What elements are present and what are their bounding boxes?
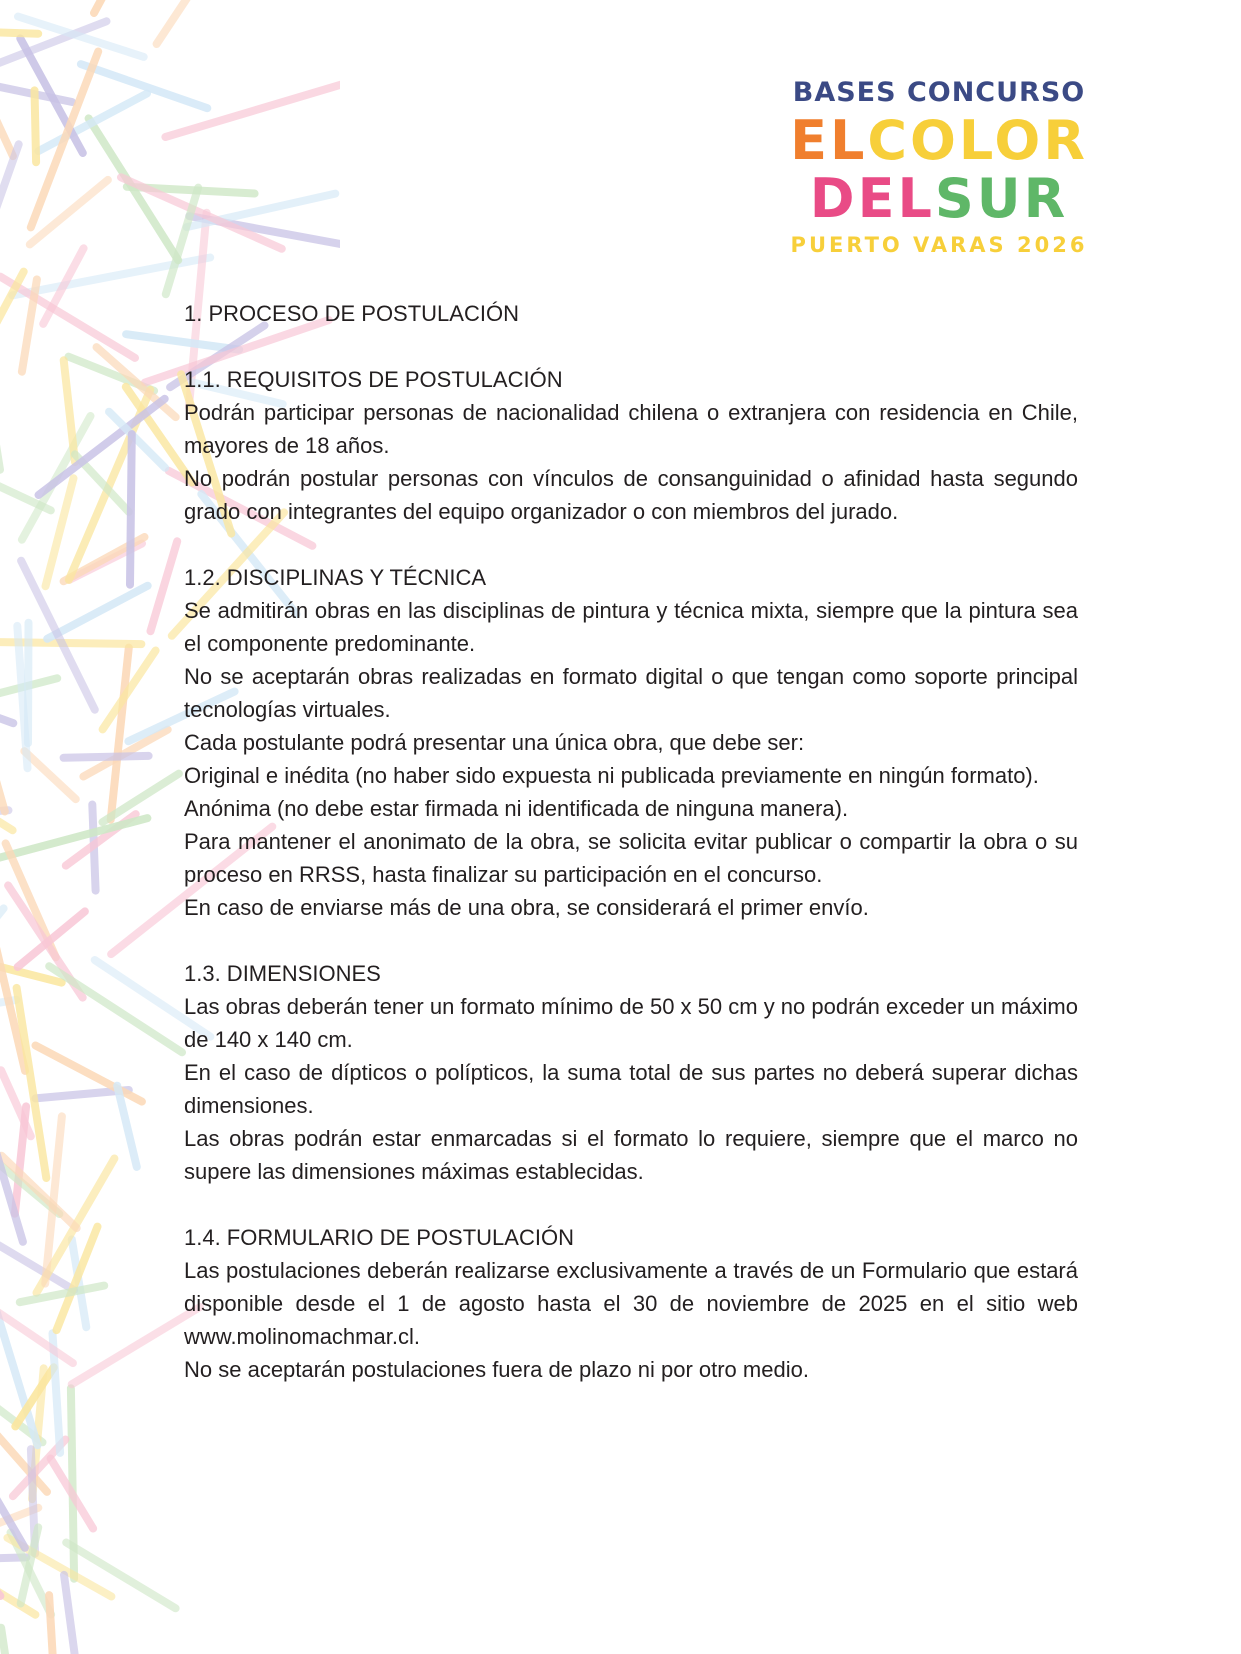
confetti-stick bbox=[0, 818, 147, 861]
paragraph: Las obras deberán tener un formato mínimo de 50 x 50 cm y no podrán exceder un máximo de 140 x 140 cm. bbox=[184, 994, 1078, 1052]
confetti-stick bbox=[157, 0, 260, 44]
confetti-stick bbox=[72, 1307, 200, 1384]
paragraph: Se admitirán obras en las disciplinas de pintura y técnica mixta, siempre que la pintura sea el componente predominante. bbox=[184, 598, 1078, 656]
confetti-stick bbox=[64, 756, 149, 758]
confetti-stick bbox=[94, 0, 148, 13]
paragraph: En caso de enviarse más de una obra, se considerará el primer envío. bbox=[184, 895, 869, 920]
confetti-stick bbox=[20, 1286, 104, 1303]
document-body bbox=[184, 297, 1078, 1386]
confetti-stick bbox=[66, 1543, 175, 1609]
logo-line-1 bbox=[789, 109, 1089, 172]
confetti-stick bbox=[165, 83, 340, 137]
contest-logo bbox=[789, 76, 1089, 258]
paragraph: Para mantener el anonimato de la obra, se solicita evitar publicar o compartir la obra o su proceso en RRSS, hasta finalizar su participación en el concurso. bbox=[184, 829, 1078, 887]
confetti-stick bbox=[151, 541, 178, 631]
logo-word-del: DEL bbox=[809, 167, 935, 230]
confetti-stick bbox=[111, 648, 129, 820]
paragraph: En el caso de dípticos o polípticos, la suma total de sus partes no deberá superar dichas dimensiones. bbox=[184, 1060, 1078, 1118]
paragraph: No se aceptarán obras realizadas en formato digital o que tengan como soporte principal tecnologías virtuales. bbox=[184, 664, 1078, 722]
confetti-stick bbox=[0, 895, 25, 1071]
confetti-stick bbox=[28, 623, 29, 744]
paragraph: No se aceptarán postulaciones fuera de plazo ni por otro medio. bbox=[184, 1357, 809, 1382]
confetti-stick bbox=[0, 30, 38, 34]
subsection-heading-dimensiones: 1.3. DIMENSIONES bbox=[184, 961, 381, 986]
logo-title: BASES CONCURSO bbox=[792, 77, 1086, 108]
paragraph: Original e inédita (no haber sido expuesta ni publicada previamente en ningún formato). bbox=[184, 763, 1039, 788]
subsection-heading-formulario: 1.4. FORMULARIO DE POSTULACIÓN bbox=[184, 1225, 574, 1250]
confetti-stick bbox=[64, 360, 75, 462]
logo-word-color: COLOR bbox=[867, 109, 1088, 172]
confetti-stick bbox=[49, 1595, 55, 1654]
paragraph: Podrán participar personas de nacionalidad chilena o extranjera con residencia en Chile, mayores de 18 años. bbox=[184, 400, 1078, 458]
logo-line-2 bbox=[789, 167, 1089, 230]
paragraph: Cada postulante podrá presentar una única obra, que debe ser: bbox=[184, 730, 805, 755]
section-heading: 1. PROCESO DE POSTULACIÓN bbox=[184, 301, 519, 326]
paragraph: No podrán postular personas con vínculos de consanguinidad o afinidad hasta segundo grado con integrantes del equipo organizador o con miembros del jurado. bbox=[184, 466, 1078, 524]
confetti-stick bbox=[1, 1628, 12, 1654]
paragraph: Las postulaciones deberán realizarse exclusivamente a través de un Formulario que estará disponible desde el 1 de agosto hasta el 30 de noviembre de 2025 en el sitio web www.molinomachmar.cl. bbox=[184, 1258, 1078, 1349]
logo-subtitle: PUERTO VARAS 2026 bbox=[790, 233, 1088, 257]
subsection-heading-requisitos: 1.1. REQUISITOS DE POSTULACIÓN bbox=[184, 367, 563, 392]
paragraph: Las obras podrán estar enmarcadas si el formato lo requiere, siempre que el marco no supere las dimensiones máximas establecidas. bbox=[184, 1126, 1078, 1184]
logo-word-el: EL bbox=[790, 109, 868, 172]
confetti-stick bbox=[130, 434, 132, 585]
paragraph: Anónima (no debe estar firmada ni identificada de ninguna manera). bbox=[184, 796, 849, 821]
confetti-stick bbox=[47, 586, 148, 639]
confetti-stick bbox=[35, 90, 37, 162]
logo-word-sur: SUR bbox=[934, 167, 1069, 230]
subsection-heading-disciplinas: 1.2. DISCIPLINAS Y TÉCNICA bbox=[184, 565, 487, 590]
confetti-stick bbox=[81, 64, 207, 108]
